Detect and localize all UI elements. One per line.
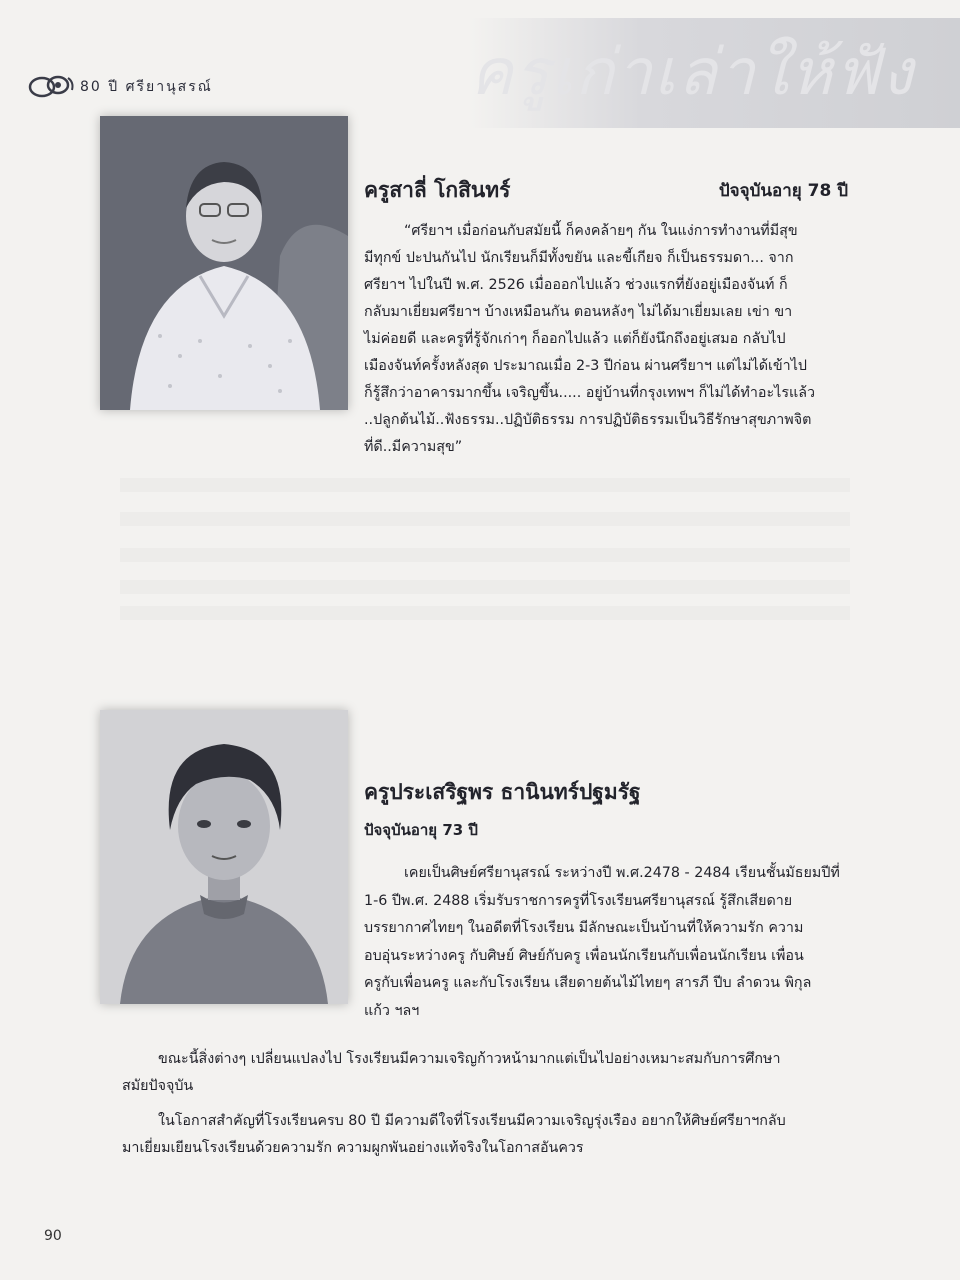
bio-line: 1-6 ปีพ.ศ. 2488 เริ่มรับราชการครูที่โรงเรียนศรียานุสรณ์ รู้สึกเสียดาย	[364, 892, 793, 909]
paragraph-line: สมัยปัจจุบัน	[122, 1078, 194, 1094]
teacher1-quote	[364, 218, 848, 461]
quote-line: ไม่ค่อยดี และครูที่รู้จักเก่าๆ ก็ออกไปแล้ว แต่ก็ยังนึกถึงอยู่เสมอ กลับไป	[364, 331, 786, 347]
bio-line: บรรยากาศไทยๆ ในอดีตที่โรงเรียน มีลักษณะเป็นบ้านที่ให้ความรัก ความ	[364, 920, 804, 936]
portrait-image-icon	[100, 710, 348, 1004]
quote-line: กลับมาเยี่ยมศรียาฯ บ้างเหมือนกัน ตอนหลังๆ ไม่ได้มาเยี่ยมเลย เข่า ขา	[364, 304, 793, 320]
show-through-line	[120, 512, 850, 526]
teacher1-name: ครูสาลี่ โกสินทร์	[364, 178, 511, 202]
bio-line: อบอุ่นระหว่างครู กับศิษย์ ศิษย์กับครู เพื่อนนักเรียนกับเพื่อนนักเรียน เพื่อน	[364, 947, 804, 964]
paragraph-line: ขณะนี้สิ่งต่างๆ เปลี่ยนแปลงไป โรงเรียนมีความเจริญก้าวหน้ามากแต่เป็นไปอย่างเหมาะสมกับการศึกษา	[158, 1051, 781, 1067]
bio-line: เคยเป็นศิษย์ศรียานุสรณ์ ระหว่างปี พ.ศ.2478 - 2484 เรียนชั้นมัธยมปีที่	[404, 865, 840, 881]
show-through-line	[120, 580, 850, 594]
show-through-line	[120, 606, 850, 620]
paragraph-changes	[122, 1046, 848, 1100]
teacher2-age: ปัจจุบันอายุ 73 ปี	[364, 821, 478, 839]
teacher2-name: ครูประเสริฐพร ธานินทร์ปฐมรัฐ	[364, 780, 641, 804]
quote-line: “ศรียาฯ เมื่อก่อนกับสมัยนี้ ก็คงคล้ายๆ กัน ในแง่การทำงานที่มีสุข	[404, 223, 798, 239]
quote-line: เมืองจันท์ครั้งหลังสุด ประมาณเมื่อ 2-3 ปีก่อน ผ่านศรียาฯ แต่ไม่ได้เข้าไป	[364, 358, 807, 374]
teacher2-photo	[100, 710, 348, 1004]
quote-line: ..ปลูกต้นไม้..ฟังธรรม..ปฏิบัติธรรม การปฏิบัติธรรมเป็นวิธีรักษาสุขภาพจิต	[364, 412, 812, 428]
teacher1-photo	[100, 116, 348, 410]
bio-line: แก้ว ฯลฯ	[364, 1002, 420, 1019]
quote-line: ก็รู้สึกว่าอาคารมากขึ้น เจริญขึ้น..... อยู่บ้านที่กรุงเทพฯ ก็ไม่ได้ทำอะไรแล้ว	[364, 385, 816, 401]
show-through-line	[120, 548, 850, 562]
page-number: 90	[44, 1228, 62, 1244]
show-through-line	[120, 478, 850, 492]
portrait-image-icon	[100, 116, 348, 410]
quote-line: ศรียาฯ ไปในปี พ.ศ. 2526 เมื่อออกไปแล้ว ช่วงแรกที่ยังอยู่เมืองจันท์ ก็	[364, 277, 788, 293]
anniversary-logo-icon	[28, 70, 76, 100]
paragraph-anniversary	[122, 1108, 848, 1162]
paragraph-line: ในโอกาสสำคัญที่โรงเรียนครบ 80 ปี มีความดีใจที่โรงเรียนมีความเจริญรุ่งเรือง อยากให้ศิษย์ศรียาฯกลับ	[158, 1113, 786, 1129]
quote-line: มีทุกข์ ปะปนกันไป นักเรียนก็มีทั้งขยัน และขี้เกียจ ก็เป็นธรรมดา... จาก	[364, 250, 794, 266]
paragraph-line: มาเยี่ยมเยียนโรงเรียนด้วยความรัก ความผูกพันอย่างแท้จริงในโอกาสอันควร	[122, 1140, 584, 1156]
teacher1-age: ปัจจุบันอายุ 78 ปี	[718, 181, 848, 201]
teacher2-bio	[364, 860, 848, 1025]
bio-line: ครูกับเพื่อนครู และกับโรงเรียน เสียดายต้นไม้ไทยๆ สารภี ปีบ ลำดวน พิกุล	[364, 975, 812, 991]
section-label: 80 ปี ศรียานุสรณ์	[80, 79, 213, 95]
section-banner-title: ครูเก่าเล่าให้ฟัง	[470, 18, 960, 128]
quote-line: ที่ดี..มีความสุข”	[364, 439, 463, 455]
